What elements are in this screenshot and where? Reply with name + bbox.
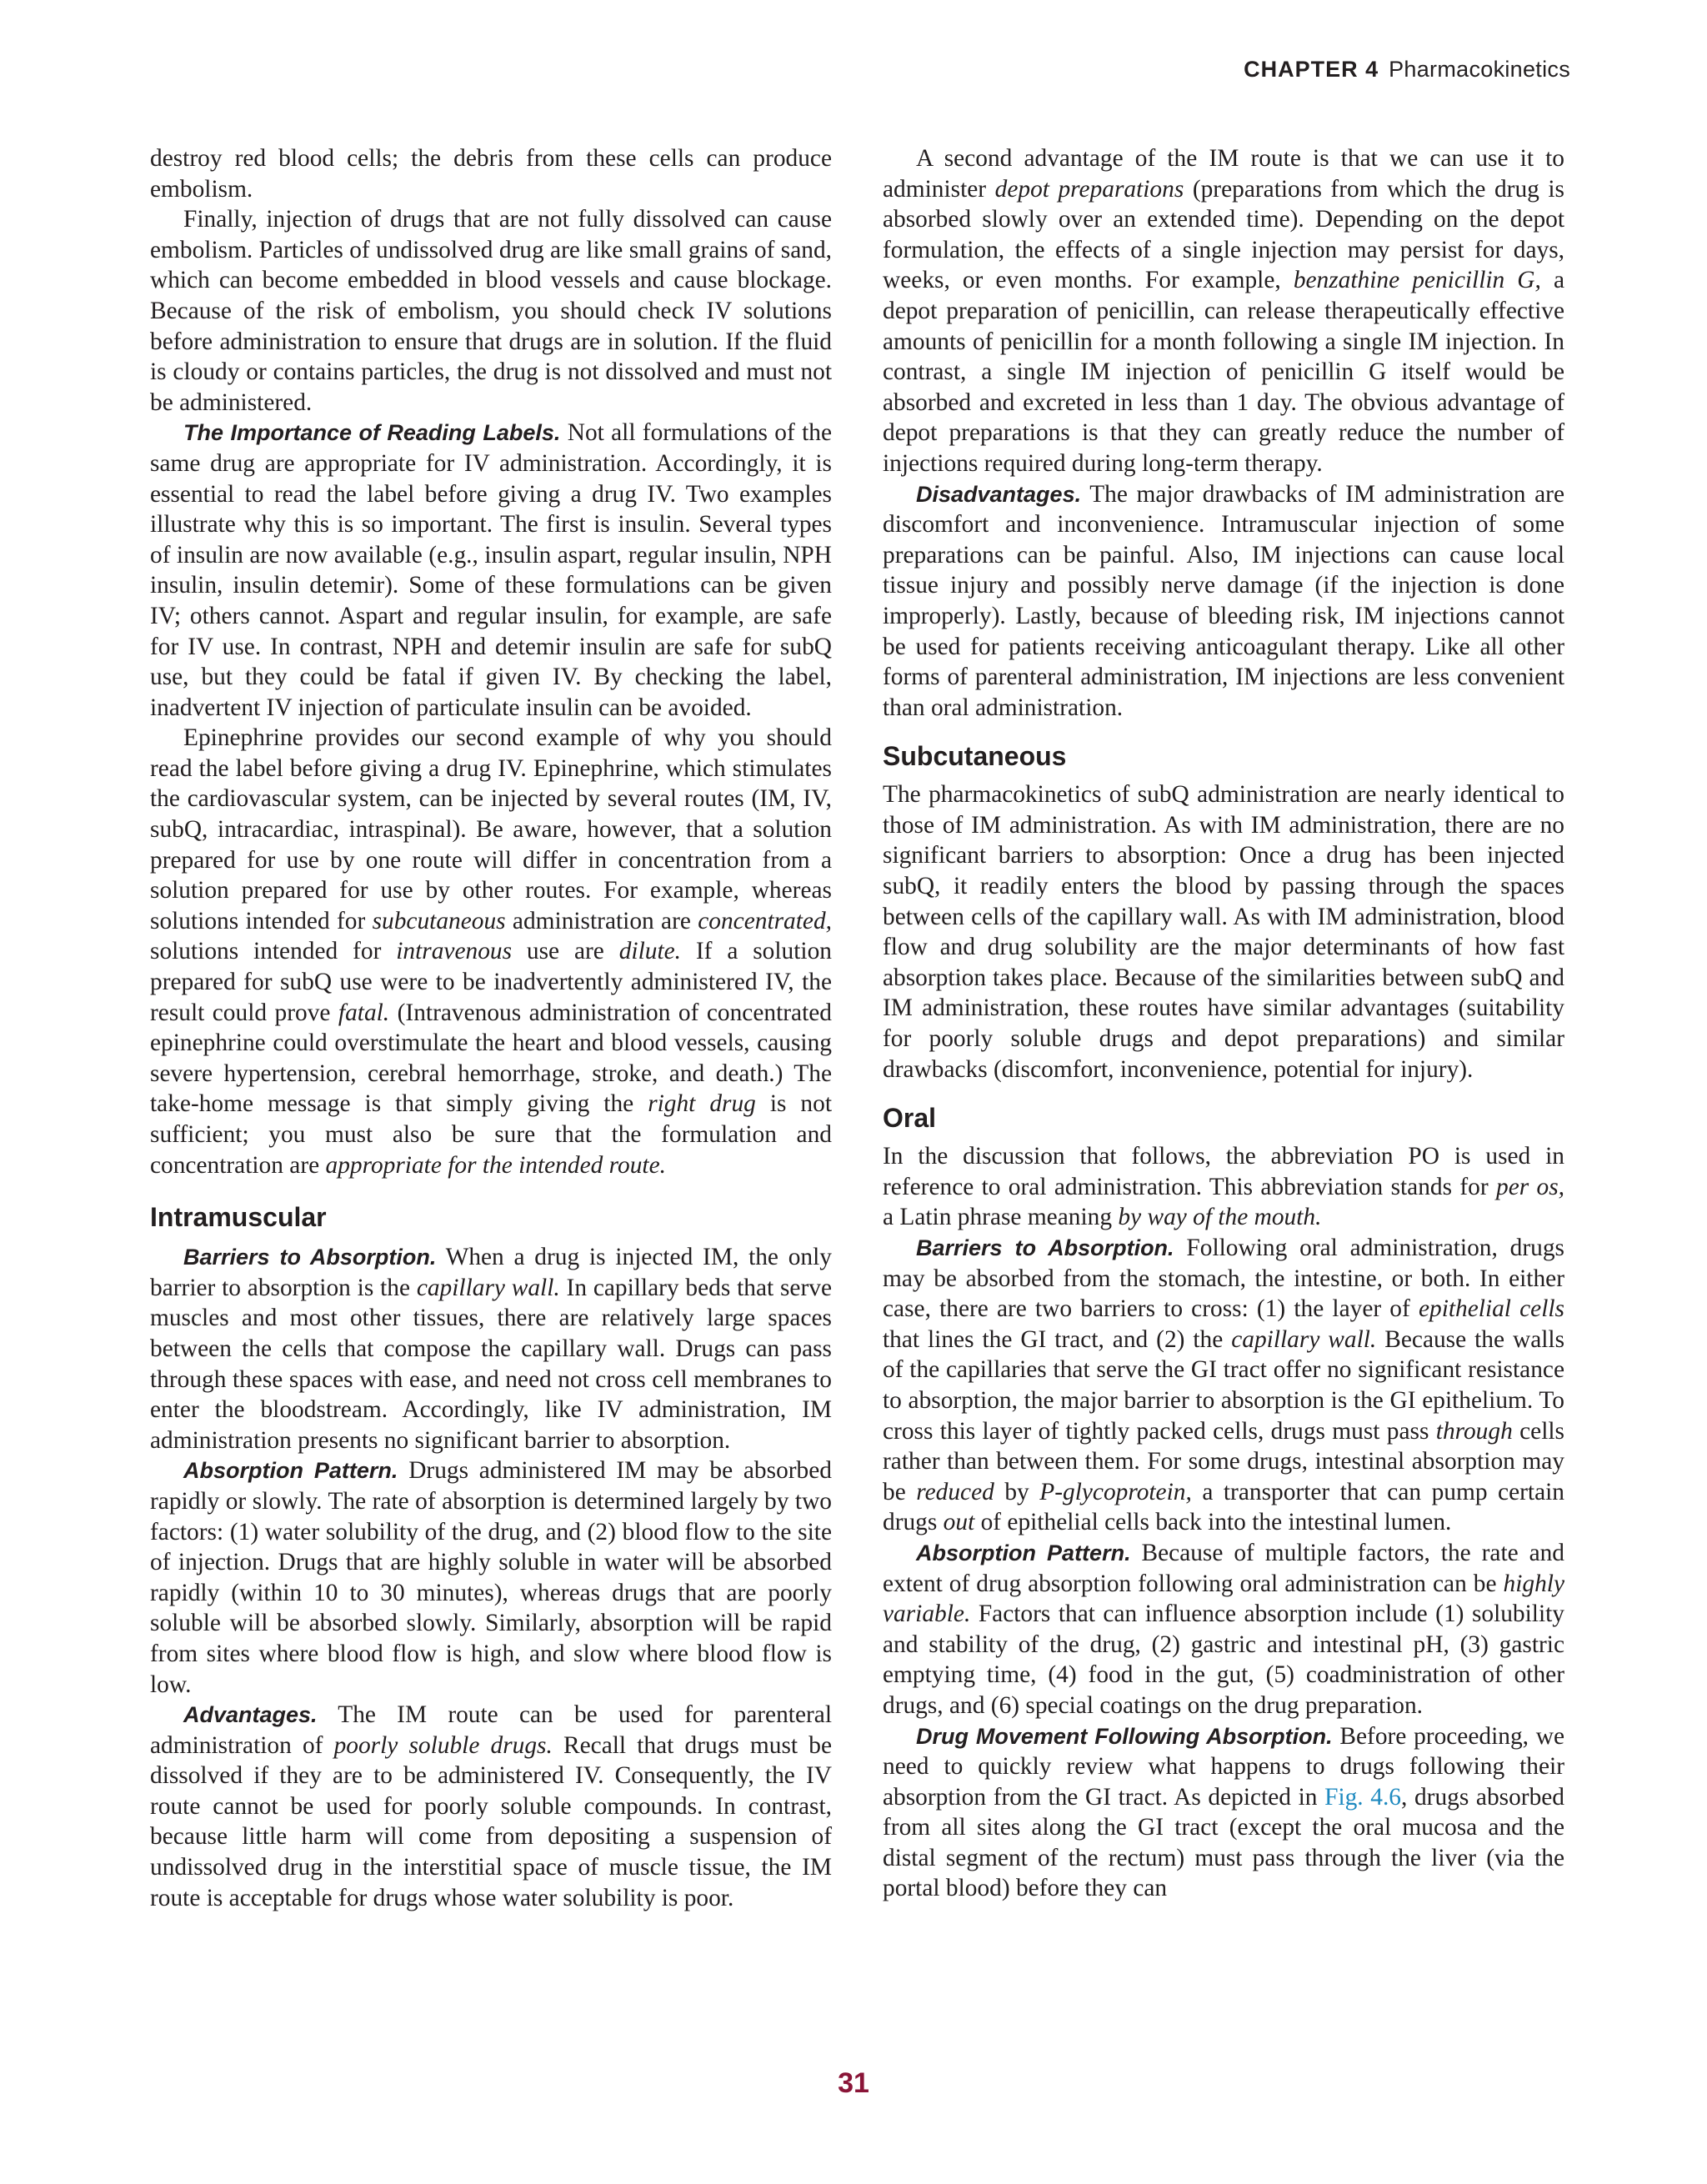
paragraph: Absorption Pattern. Because of multiple factors, the rate and extent of drug absorption following oral administration can be highly variable. Factors that can influence absorption include (1) solubility and stability of the drug, (2) gastric and intestinal pH, (3) gastric emptying time, (4) food in the gut, (5) coadministration of other drugs, and (6) special coatings on the drug preparation. — [883, 1539, 1565, 1719]
paragraph: Barriers to Absorption. Following oral administration, drugs may be absorbed from the stomach, the intestine, or both. In either case, there are two barriers to cross: (1) the layer of epithelial cells that lines the GI tract, and (2) the capillary wall. Because the walls of the capillaries that serve the GI tract offer no significant resistance to absorption, the major barrier to absorption is the GI epithelium. To cross this layer of tightly packed cells, drugs must pass through cells rather than between them. For some drugs, intestinal absorption may be reduced by P-glycoprotein, a transporter that can pump certain drugs out of epithelial cells back into the intestinal lumen. — [883, 1235, 1565, 1536]
run-in-heading: Barriers to Absorption. — [183, 1245, 437, 1270]
run-in-heading: The Importance of Reading Labels. — [183, 420, 561, 446]
paragraph: Barriers to Absorption. When a drug is injected IM, the only barrier to absorption is the capillary wall. In capillary beds that serve muscles and most other tissues, there are relatively large spaces between the cells that compose the capillary wall. Drugs can pass through these spaces with ease, and need not cross cell membranes to enter the bloodstream. Accordingly, like IV administration, IM administration presents no significant barrier to absorption. — [150, 1244, 833, 1454]
paragraph: Absorption Pattern. Drugs administered IM may be absorbed rapidly or slowly. The rate of absorption is determined largely by two factors: (1) water solubility of the drug, and (2) blood flow to the site of injection. Drugs that are highly soluble in water will be absorbed rapidly (within 10 to 30 minutes), whereas drugs that are poorly soluble will be absorbed slowly. Similarly, absorption will be rapid from sites where blood flow is high, and slow where blood flow is low. — [150, 1457, 832, 1698]
section-heading-intramuscular: Intramuscular — [150, 1202, 327, 1233]
paragraph: The Importance of Reading Labels. Not all formulations of the same drug are appropriate for IV administration. Accordingly, it is essential to read the label before giving a drug IV. Two examples illustrate why this is so important. The first is insulin. Several types of insulin are now available (e.g., insulin aspart, regular insulin, NPH insulin, insulin detemir). Some of these formulations can be given IV; others cannot. Aspart and regular insulin, for example, are safe for IV use. In contrast, NPH and detemir insulin are safe for subQ use, but they could be fatal if given IV. By checking the label, inadvertent IV injection of particulate insulin can be avoided. — [150, 419, 832, 721]
paragraph: destroy red blood cells; the debris from these cells can produce embolism. — [150, 145, 832, 203]
paragraph: Epinephrine provides our second example of why you should read the label before giving a drug IV. Epinephrine, which stimulates the cardiovascular system, can be injected by several routes (IM, IV, subQ, intracardiac, intraspinal). Be aware, however, that a solution prepared for use by one route will differ in concentration from a solution prepared for use by other routes. For example, whereas solutions intended for subcutaneous administration are concentrated, solutions intended for intravenous use are dilute. If a solution prepared for subQ use were to be inadvertently administered IV, the result could prove fatal. (Intravenous administration of concentrated epinephrine could overstimulate the heart and blood vessels, causing severe hypertension, cerebral hemorrhage, stroke, and death.) The take-home message is that simply giving the right drug is not sufficient; you must also be sure that the formulation and concentration are appropriate for the intended route. — [150, 724, 833, 1179]
page-number: 31 — [838, 2067, 869, 2099]
right-column — [883, 143, 1564, 1904]
run-in-heading: Advantages. — [183, 1702, 318, 1728]
run-in-heading: Barriers to Absorption. — [916, 1235, 1174, 1260]
paragraph: A second advantage of the IM route is that we can use it to administer depot preparations (preparations from which the drug is absorbed slowly over an extended time). Depending on the depot formulation, the effects of a single injection may persist for days, weeks, or even months. For example, benzathine penicillin G, a depot preparation of penicillin, can release therapeutically effective amounts of penicillin for a month following a single IM injection. In contrast, a single IM injection of penicillin G itself would be absorbed and excreted in less than 1 day. The obvious advantage of depot preparations is that they can greatly reduce the number of injections required during long-term therapy. — [883, 145, 1564, 477]
paragraph: In the discussion that follows, the abbreviation PO is used in reference to oral administration. This abbreviation stands for per os, a Latin phrase meaning by way of the mouth. — [883, 1143, 1564, 1231]
figure-link[interactable]: Fig. 4.6 — [1324, 1783, 1402, 1811]
run-in-heading: Absorption Pattern. — [916, 1540, 1131, 1565]
paragraph: Drug Movement Following Absorption. Before proceeding, we need to quickly review what happens to drugs following their absorption from the GI tract. As depicted in Fig. 4.6, drugs absorbed from all sites along the GI tract (except the oral mucosa and the distal segment of the rectum) must pass through the liver (via the portal blood) before they can — [883, 1722, 1565, 1902]
paragraph: Finally, injection of drugs that are not fully dissolved can cause embolism. Particles of undissolved drug are like small grains of sand, which can become embedded in blood vessels and cause blockage. Because of the risk of embolism, you should check IV solutions before administration to ensure that drugs are in solution. If the fluid is cloudy or contains particles, the drug is not dissolved and must not be administered. — [150, 206, 832, 416]
paragraph: The pharmacokinetics of subQ administration are nearly identical to those of IM administration. As with IM administration, there are no significant barriers to absorption: Once a drug has been injected subQ, it readily enters the blood by passing through the spaces between cells of the capillary wall. As with IM administration, blood flow and drug solubility are the major determinants of how fast absorption takes place. Because of the similarities between subQ and IM administration, these routes have similar advantages (suitability for poorly soluble drugs and depot preparations) and similar drawbacks (discomfort, inconvenience, potential for injury). — [883, 781, 1564, 1083]
paragraph: Advantages. The IM route can be used for parenteral administration of poorly soluble drugs. Recall that drugs must be dissolved if they are to be administered IV. Consequently, the IV route cannot be used for poorly soluble compounds. In contrast, because little harm will come from depositing a suspension of undissolved drug in the interstitial space of muscle tissue, the IM route is acceptable for drugs whose water solubility is poor. — [150, 1701, 832, 1911]
left-column — [150, 143, 832, 1913]
run-in-heading: Disadvantages. — [916, 481, 1082, 507]
section-heading-subcutaneous: Subcutaneous — [883, 741, 1067, 772]
run-in-heading: Drug Movement Following Absorption. — [916, 1723, 1333, 1749]
chapter-label: CHAPTER 4 — [1244, 57, 1379, 82]
run-in-heading: Absorption Pattern. — [183, 1458, 398, 1484]
chapter-title: Pharmacokinetics — [1389, 57, 1570, 82]
paragraph: Disadvantages. The major drawbacks of IM administration are discomfort and inconvenience. Intramuscular injection of some preparations can be painful. Also, IM injections can cause local tissue injury and possibly nerve damage (if the injection is done improperly). Lastly, because of bleeding risk, IM injections cannot be used for patients receiving anticoagulant therapy. Like all other forms of parenteral administration, IM injections are less convenient than oral administration. — [883, 480, 1564, 721]
section-heading-oral: Oral — [883, 1103, 937, 1134]
running-head — [1244, 57, 1570, 83]
